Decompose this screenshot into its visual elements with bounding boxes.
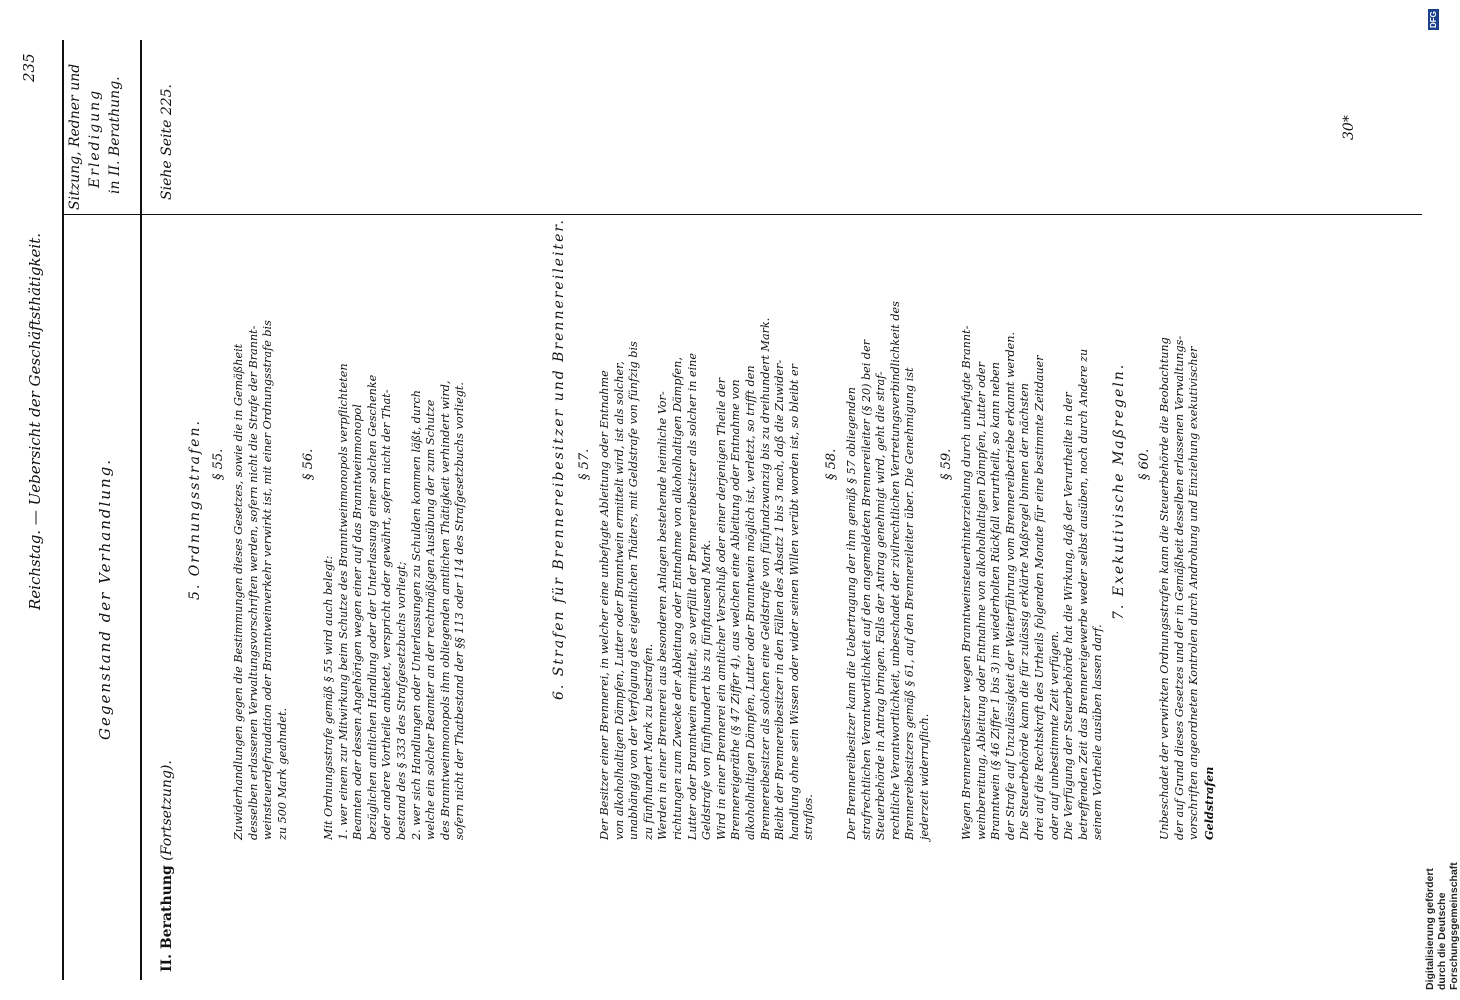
paragraph-body-58 xyxy=(845,301,933,840)
text-line: Die Steuerbehörde kann die für zulässig erklärte Maßregel binnen der nächsten xyxy=(1018,383,1032,840)
text-line: rechtliche Verantwortlichkeit, unbeschadet der zivilrechtlichen Vertretungsverbindlichkeit des xyxy=(888,301,902,840)
text-line: Der Besitzer einer Brennerei, in welcher eine unbefugte Ableitung oder Entnahme xyxy=(598,370,611,840)
column-heading-session-2: Erledigung xyxy=(87,88,103,188)
text-line: desselben erlassenen Verwaltungsvorschriften werden, sofern nicht die Strafe der Brannt- xyxy=(246,325,260,840)
paragraph-body-59 xyxy=(960,326,1106,840)
digitization-stamp: Digitalisierung gefördert durch die Deutsche Forschungsgemeinschaft xyxy=(1424,862,1460,990)
text-line: seinem Vortheile ausüben lassen darf. xyxy=(1091,624,1105,840)
paragraph-heading-57: § 57. xyxy=(577,448,592,480)
text-line: jederzeit widerruflich. xyxy=(917,713,931,840)
text-line: oder andere Vortheile anbietet, verspricht oder gewährt, sofern nicht der That- xyxy=(380,389,394,840)
text-line: Zuwiderhandlungen gegen die Bestimmungen dieses Gesetzes, sowie die in Gemäßheit xyxy=(232,343,245,840)
text-line: Beamten oder dessen Angehörigen wegen einer auf das Branntweinmonopol xyxy=(351,404,365,840)
text-line: strafrechtlichen Verantwortlichkeit auf den angemeldeten Brennereileiter (§ 20) bei der xyxy=(859,339,873,840)
text-line: 1. wer einem zur Mitwirkung beim Schutze des Branntweinmonopols verpflichteten xyxy=(336,363,350,840)
text-line: Mit Ordnungsstrafe gemäß § 55 wird auch belegt: xyxy=(322,555,335,840)
text-line: bezüglichen amtlichen Handlung oder der Unterlassung einer solchen Geschenke xyxy=(365,374,379,840)
text-line: betreffenden Zeit das Brennereigewerbe weder selbst ausüben, noch durch Andere zu xyxy=(1076,348,1090,840)
text-line: alkoholhaltigen Dämpfen, Lutter oder Branntwein möglich ist, verletzt, so trifft den xyxy=(743,365,757,840)
text-line: oder auf unbestimmte Zeit verfügen. xyxy=(1047,630,1061,840)
column-heading-subject: Gegenstand der Verhandlung. xyxy=(96,458,114,740)
text-line: Die Verfügung der Steuerbehörde hat die Wirkung, daß der Verurtheilte in der xyxy=(1062,392,1076,840)
text-line: richtungen zum Zwecke der Ableitung oder Entnahme von alkoholhaltigen Dämpfen, xyxy=(670,357,684,840)
text-line: bestand des § 333 des Strafgesetzbuchs vorliegt; xyxy=(394,561,408,840)
paragraph-body-57 xyxy=(598,318,817,840)
text-line: des Branntweinmonopols ihm obliegenden amtlichen Thätigkeit verhindert wird, xyxy=(438,380,452,840)
text-line: Geldstrafen xyxy=(1201,766,1216,840)
paragraph-body-55 xyxy=(232,320,290,840)
text-line: unabhängig von der Verfolgung des eigentlichen Thäters, mit Geldstrafe von fünfzig bis xyxy=(627,341,641,840)
text-line: Brennereibesitzer als solchen eine Geldstrafe von fünfundzwanzig bis zu dreihundert Mark. xyxy=(758,317,772,840)
signature-mark: 30* xyxy=(1341,115,1357,140)
text-line: Werden in einer Brennerei aus besonderen Anlagen bestehende heimliche Vor- xyxy=(656,391,670,840)
text-line: Branntwein (§ 46 Ziffer 1 bis 3) im wiederholten Rückfall verurtheilt, so kann neben xyxy=(989,362,1003,840)
page-number: 235 xyxy=(20,53,38,82)
lead-heading-suffix: (Fortsetzung). xyxy=(159,760,175,861)
paragraph-heading-58: § 58. xyxy=(824,448,839,480)
text-line: Geldstrafe von fünfhundert bis zu fünftausend Mark. xyxy=(700,539,714,840)
text-line: Steuerbehörde in Antrag bringen. Falls der Antrag genehmigt wird, geht die straf- xyxy=(874,371,888,840)
text-line: weinsteuerdefraudation oder Branntweinverkehr verwirkt ist, mit einer Ordnungsstrafe bis xyxy=(261,320,275,840)
text-line: 2. wer sich Handlungen oder Unterlassungen zu Schulden kommen läßt, durch xyxy=(409,390,423,840)
running-header: Reichstag. — Uebersicht der Geschäftsthätigkeit. xyxy=(26,233,44,610)
text-line: straflos. xyxy=(802,794,816,840)
lead-heading-bold: II. Berathung xyxy=(159,865,175,972)
paragraph-heading-56: § 56. xyxy=(301,448,316,480)
text-line: Wegen Brennereibesitzer wegen Branntweinsteuerhinterziehung durch unbefugte Brannt- xyxy=(960,325,973,840)
text-line: Bleibt der Brennereibesitzer in den Fällen des Absatz 1 bis 3 nach, daß die Zuwider- xyxy=(773,359,787,840)
text-line: zu 500 Mark geahndet. xyxy=(275,707,289,840)
text-line: Wird in einer Brennerei ein amtlicher Verschluß oder einer derjenigen Theile der xyxy=(714,377,728,840)
paragraph-body-60 xyxy=(1158,336,1216,840)
paragraph-heading-60: § 60. xyxy=(1137,448,1152,480)
text-line: Der Brennereibesitzer kann die Uebertragung der ihm gemäß § 57 obliegenden xyxy=(845,387,858,840)
text-line: der Strafe auf Unzulässigkeit der Weiterführung vom Brennereibetriebe erkannt werden. xyxy=(1003,331,1017,840)
text-line: zu fünfhundert Mark zu bestrafen. xyxy=(641,643,655,840)
text-line: Brennereigeräthe (§ 47 Ziffer 4), aus welchen eine Ableitung oder Entnahme von xyxy=(729,379,743,840)
text-line: weinbereitung, Ableitung oder Entnahme von alkoholhaltigen Dämpfen, Lutter oder xyxy=(974,362,988,840)
column-heading-session-1: Sitzung, Redner und xyxy=(67,63,83,210)
text-line: der auf Grund dieses Gesetzes und der in Gemäßheit desselben erlassenen Verwaltungs- xyxy=(1172,335,1186,840)
column-heading-session-3: in II. Berathung. xyxy=(107,76,123,194)
text-line: welche ein solcher Beamter an der rechtmäßigen Ausübung der zum Schutze xyxy=(424,399,438,840)
text-line: Unbeschadet der verwirkten Ordnungsstrafen kann die Steuerbehörde die Beobachtung xyxy=(1158,337,1171,840)
text-line: drei auf die Rechtskraft des Urtheils folgenden Monate für eine bestimmte Zeitdauer xyxy=(1032,355,1046,840)
text-line: handlung ohne sein Wissen oder wider seinen Willen verübt worden ist, so bleibt er xyxy=(787,364,801,840)
text-line: sofern nicht der Thatbestand der §§ 113 oder 114 des Strafgesetzbuchs vorliegt. xyxy=(453,382,467,840)
header-rule-top xyxy=(62,40,64,980)
text-line: Lutter oder Branntwein ermittelt, so verfällt der Brennereibesitzer als solcher in eine xyxy=(685,353,699,840)
text-line: vorschriften angeordneten Kontrolen durch Androhung und Einziehung exekutivischer xyxy=(1187,346,1201,840)
text-line: Brennereibesitzers gemäß § 61, auf den Brennereileiter über. Die Genehmigung ist xyxy=(903,367,917,840)
paragraph-body-56 xyxy=(322,363,468,840)
header-rule-bottom xyxy=(140,40,142,980)
paragraph-heading-59: § 59. xyxy=(939,448,954,480)
section-title-strafen: 6. Strafen für Brennereibesitzer und Brennereileiter. xyxy=(551,218,567,700)
column-divider xyxy=(62,214,1422,215)
section-title-ordnungsstrafen: 5. Ordnungsstrafen. xyxy=(187,419,203,600)
lead-heading xyxy=(160,760,174,972)
side-reference: Siehe Seite 225. xyxy=(159,84,175,200)
section-title-exekutivische: 7. Exekutivische Maßregeln. xyxy=(1111,362,1127,620)
text-line: von alkoholhaltigen Dämpfen, Lutter oder Branntwein ermittelt wird, ist als solcher, xyxy=(612,361,626,840)
dfg-logo: DFG xyxy=(1429,11,1438,28)
paragraph-heading-55: § 55. xyxy=(211,448,226,480)
